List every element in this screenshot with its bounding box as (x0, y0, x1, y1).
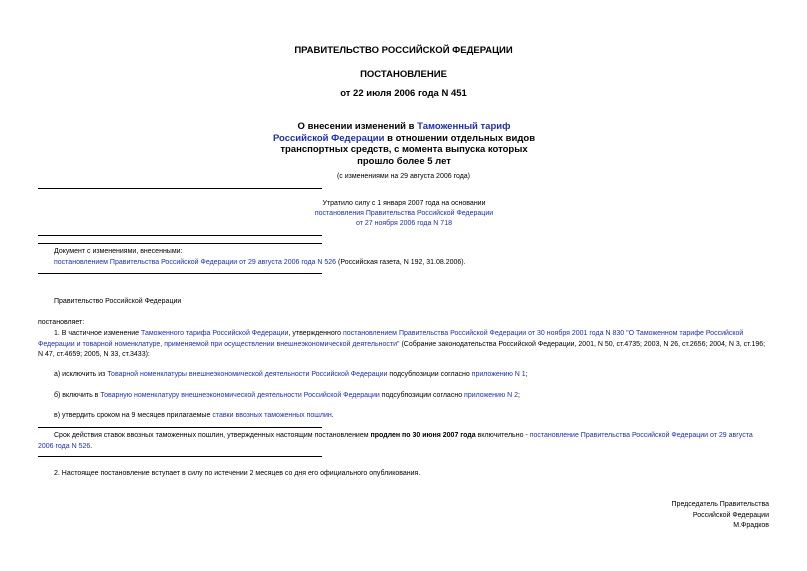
p1-text: (Собрание законодательства Российской Федерации, 2001, N 50, ст.4735; 2003, N 26, ст.2656; 2004, N 3, ст.196; N 47, ст.4659; 2005, N 33, ст.3433): (38, 340, 766, 358)
signature-block (672, 500, 769, 532)
changes-label: Документ с изменениями, внесенными: (54, 248, 183, 255)
term-link-decree-526[interactable]: постановление Правительства Российской Федерации от 29 августа 2006 года N 526 (38, 432, 753, 450)
changes-link-decree-526[interactable]: постановлением Правительства Российской Федерации от 29 августа 2006 года N 526 (54, 259, 337, 266)
paragraph-c (54, 411, 334, 422)
pb-text: б) включить в (54, 392, 101, 399)
paragraph-1 (38, 329, 770, 361)
government-heading: ПРАВИТЕЛЬСТВО РОССИЙСКОЙ ФЕДЕРАЦИИ (294, 45, 513, 56)
divider (38, 243, 322, 244)
changes-line (54, 258, 466, 268)
decrees-line: постановляет: (38, 319, 85, 326)
pa-link-nomenclature[interactable]: Товарной номенклатуры внешнеэкономической деятельности Российской Федерации (107, 371, 388, 378)
government-line: Правительство Российской Федерации (54, 298, 182, 305)
expired-link-date[interactable]: от 27 ноября 2006 года N 718 (356, 220, 452, 227)
divider (38, 235, 322, 236)
pb-link-nomenclature[interactable]: Товарную номенклатуру внешнеэкономической деятельности Российской Федерации (100, 392, 380, 399)
changes-source: (Российская газета, N 192, 31.08.2006). (336, 259, 466, 266)
divider (38, 427, 322, 428)
document-title (270, 121, 538, 167)
expired-link-decree[interactable]: постановления Правительства Российской Федерации (314, 210, 494, 217)
document-date: от 22 июля 2006 года N 451 (340, 88, 467, 99)
paragraph-b (54, 391, 520, 402)
signature-country: Российской Федерации (692, 511, 769, 519)
p1-link-decree-830[interactable]: постановлением Правительства Российской Федерации от 30 ноября 2001 года N 830 "О Таможенном тарифе Российской Федерации и товарной номенклатуре, применяемой при осуществлении внешнеэкономической деятельности" (38, 330, 744, 348)
title-text-start: О внесении изменений в (297, 121, 418, 132)
divider (38, 188, 322, 189)
term-extended-date: продлен по 30 июня 2007 года (370, 432, 476, 439)
divider (38, 273, 322, 274)
signature-name: М.Фрадков (733, 522, 769, 529)
p1-text: 1. В частичное изменение (54, 330, 141, 337)
expired-notice (250, 199, 558, 229)
expired-text: Утратило силу с 1 января 2007 года на основании (322, 200, 486, 207)
title-text-end: в отношении отдельных видов транспортных средств, с момента выпуска которых прошло более 5 лет (280, 132, 536, 167)
term-text: . (90, 442, 93, 450)
document-type: ПОСТАНОВЛЕНИЕ (360, 69, 447, 80)
paragraph-a (54, 370, 528, 381)
p1-text: , утвержденного (288, 330, 344, 337)
pc-link-import-duties[interactable]: ставки ввозных таможенных пошлин (212, 412, 332, 419)
pa-text: подсубпозиции согласно (387, 371, 472, 378)
p1-link-tariff[interactable]: Таможенного тарифа Российской Федерации (141, 330, 289, 337)
pa-link-appendix-1[interactable]: приложению N 1 (471, 371, 526, 378)
divider (38, 456, 322, 457)
term-paragraph (38, 431, 770, 452)
pa-text: а) исключить из (54, 371, 108, 378)
pb-text: ; (518, 392, 520, 399)
pb-link-appendix-2[interactable]: приложению N 2 (464, 392, 519, 399)
paragraph-2: 2. Настоящее постановление вступает в силу по истечении 2 месяцев со дня его официального опубликования. (54, 470, 421, 477)
pb-text: подсубпозиции согласно (379, 392, 465, 399)
pa-text: ; (525, 371, 528, 378)
term-text: включительно - (475, 432, 530, 439)
pc-text: . (331, 412, 334, 419)
signature-position: Председатель Правительства (671, 501, 769, 508)
term-text: Срок действия ставок ввозных таможенных пошлин, утвержденных настоящим постановлением (54, 432, 371, 439)
amendments-note: (с изменениями на 29 августа 2006 года) (336, 173, 471, 180)
pc-text: в) утвердить сроком на 9 месяцев прилагаемые (54, 412, 213, 419)
title-link-customs-tariff[interactable]: Таможенный тариф Российской Федерации (272, 121, 511, 144)
